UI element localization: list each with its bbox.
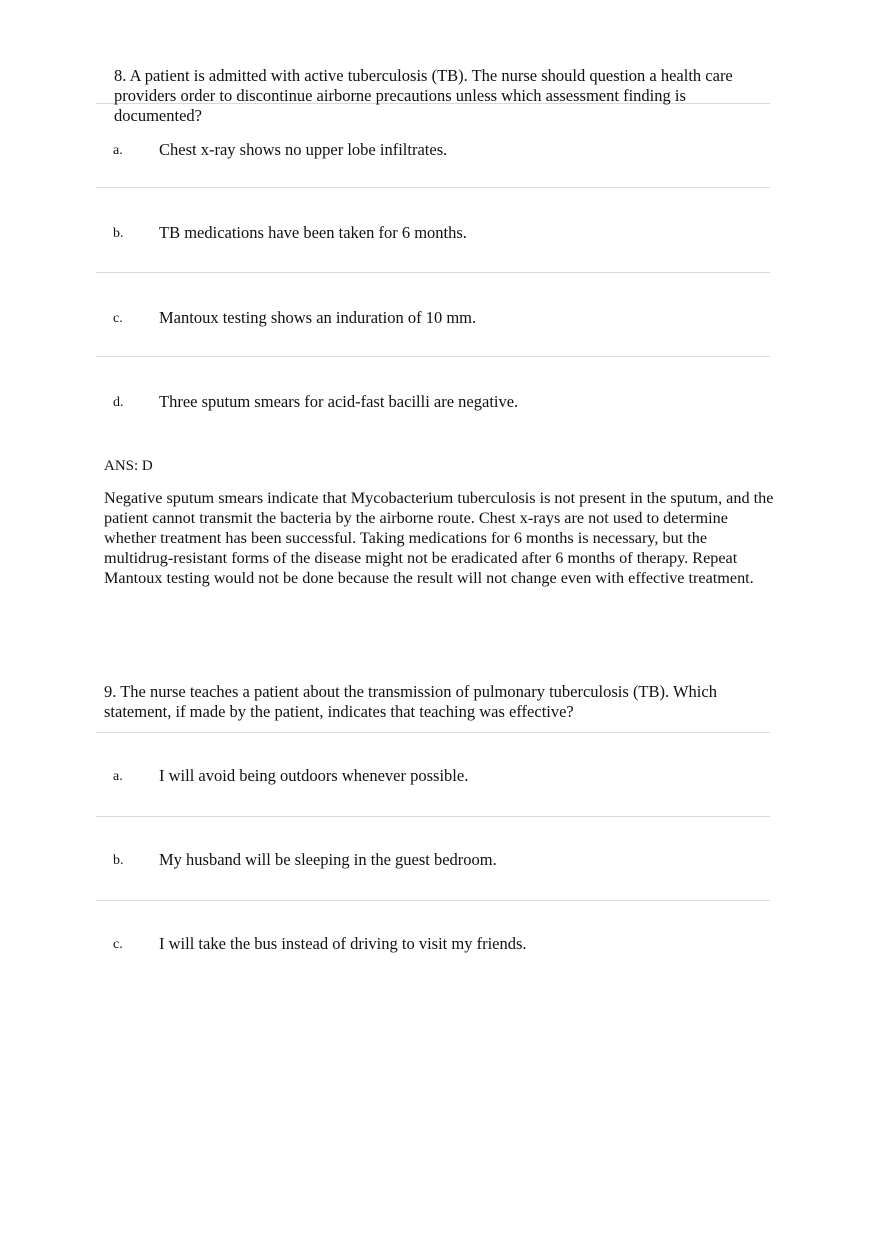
divider: [96, 732, 770, 733]
option-letter: a.: [113, 143, 123, 158]
question-8-option-c: [0, 308, 880, 330]
divider: [96, 272, 770, 273]
question-8-option-a: [0, 140, 880, 162]
option-text: TB medications have been taken for 6 months.: [159, 223, 467, 242]
divider: [96, 187, 770, 188]
option-text: My husband will be sleeping in the guest bedroom.: [159, 850, 497, 869]
divider: [96, 900, 770, 901]
answer-key: ANS: D: [104, 458, 153, 474]
option-letter: d.: [113, 395, 124, 410]
option-letter: c.: [113, 311, 123, 326]
answer-rationale: Negative sputum smears indicate that Mycobacterium tuberculosis is not present in the sputum, and the patient cannot transmit the bacteria by the airborne route. Chest x-rays are not used to determine whether treatment has been successful. Taking medications for 6 months is necessary, but the multidrug-resistant forms of the disease might not be eradicated after 6 months of therapy. Repeat Mantoux testing would not be done because the result will not change even with effective treatment.: [104, 489, 774, 587]
question-9-stem: 9. The nurse teaches a patient about the transmission of pulmonary tuberculosis (TB). Which statement, if made by the patient, indicates that teaching was effective?: [104, 682, 717, 721]
option-text: I will take the bus instead of driving to visit my friends.: [159, 934, 527, 953]
option-letter: c.: [113, 937, 123, 952]
question-8-option-b: [0, 223, 880, 245]
question-9-option-b: [0, 850, 880, 872]
question-9-option-a: [0, 766, 880, 788]
option-letter: a.: [113, 769, 123, 784]
divider: [96, 816, 770, 817]
option-letter: b.: [113, 853, 124, 868]
option-text: Chest x-ray shows no upper lobe infiltrates.: [159, 140, 448, 159]
divider: [96, 356, 770, 357]
option-text: I will avoid being outdoors whenever possible.: [159, 766, 469, 785]
question-9-option-c: [0, 934, 880, 956]
option-text: Mantoux testing shows an induration of 10 mm.: [159, 308, 477, 327]
question-8-stem: 8. A patient is admitted with active tuberculosis (TB). The nurse should question a health care providers order to discontinue airborne precautions unless which assessment finding is documented?: [114, 66, 733, 125]
question-8-option-d: [0, 392, 880, 414]
option-letter: b.: [113, 226, 124, 241]
option-text: Three sputum smears for acid-fast bacilli are negative.: [159, 392, 519, 411]
